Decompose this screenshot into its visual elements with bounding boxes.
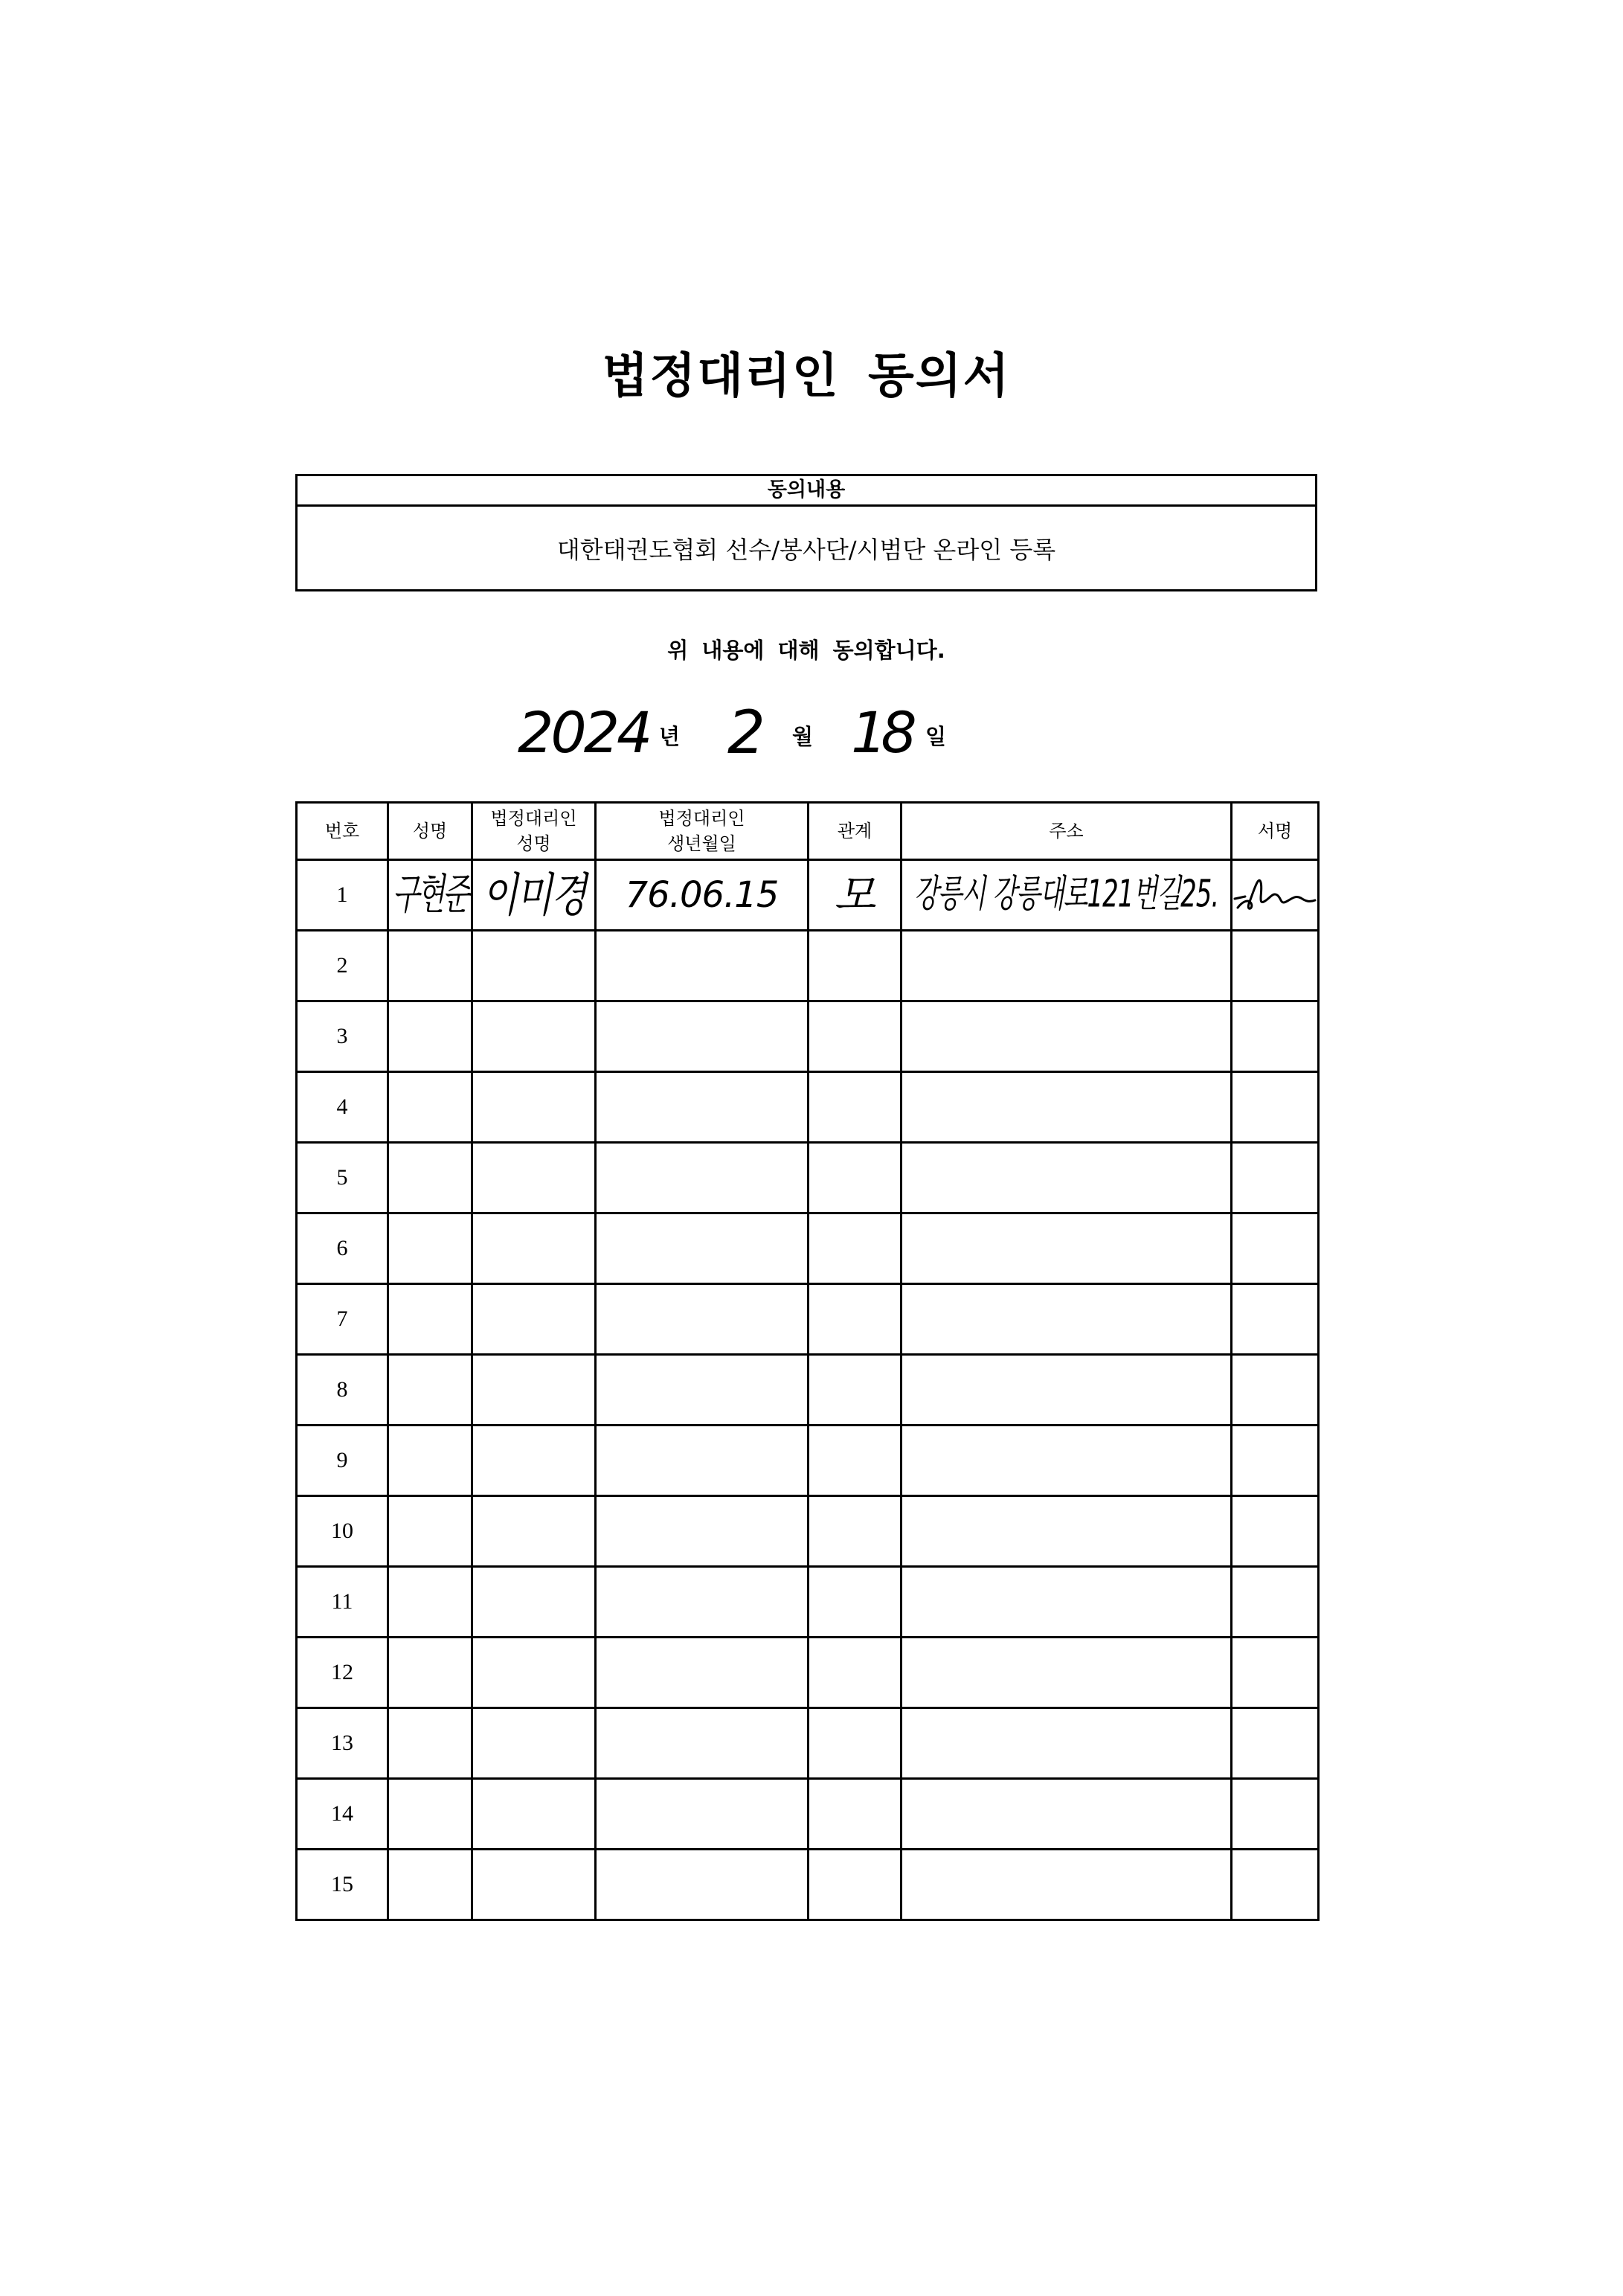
relationship-cell [809,1496,902,1567]
name-cell [388,1143,472,1213]
address-cell [902,1850,1232,1920]
address-cell [902,860,1232,931]
header-signature [1232,803,1319,860]
name-cell [388,1001,472,1072]
row-number: 8 [297,1355,388,1426]
guardian-name-cell [472,1072,596,1143]
relationship-cell [809,1355,902,1426]
signature-cell [1232,1708,1319,1779]
relationship-cell [809,1426,902,1496]
table-header-row [297,803,1319,860]
guardian-name-cell [472,1213,596,1284]
guardian-name-cell [472,931,596,1001]
relationship-cell [809,1779,902,1850]
header-name-label: 성명 [412,821,448,841]
table-row [297,1001,1319,1072]
address-cell [902,1708,1232,1779]
signature-cell [1232,1355,1319,1426]
name-cell [388,1496,472,1567]
header-guardian-name [472,803,596,860]
guardian-birthdate-cell [596,860,809,931]
relationship-cell [809,1638,902,1708]
relationship-cell [809,1284,902,1355]
guardian-name-cell [472,860,596,931]
address-cell [902,1567,1232,1638]
address-cell [902,1284,1232,1355]
header-address-label: 주소 [1049,821,1084,841]
document-title: 법정대리인 동의서 [602,349,1011,404]
row-number: 12 [297,1638,388,1708]
name-cell [388,1779,472,1850]
relationship-cell [809,1213,902,1284]
guardian-birthdate-cell [596,931,809,1001]
row-number: 3 [297,1001,388,1072]
guardian-name-cell [472,1001,596,1072]
signature-cell [1232,1496,1319,1567]
name-cell [388,1072,472,1143]
signature-cell [1232,1213,1319,1284]
guardian-name-cell [472,1355,596,1426]
signature-cell [1232,860,1319,931]
guardian-birthdate-cell [596,1284,809,1355]
name-cell [388,1355,472,1426]
handwritten-relationship: 모 [833,870,876,920]
row-number: 7 [297,1284,388,1355]
signature-cell [1232,1072,1319,1143]
handwritten-month: 2 [727,698,765,767]
signature-cell [1232,1638,1319,1708]
signature-cell [1232,1779,1319,1850]
signature-cell [1232,1284,1319,1355]
row-number: 6 [297,1213,388,1284]
row-number: 1 [297,860,388,931]
signature-cell [1232,1001,1319,1072]
table-row [297,1355,1319,1426]
address-cell [902,1779,1232,1850]
handwritten-day: 18 [851,699,911,766]
table-row [297,1496,1319,1567]
guardian-birthdate-cell [596,1072,809,1143]
table-row [297,1779,1319,1850]
handwritten-guardian-name: 이미경 [482,868,585,923]
relationship-cell [809,1001,902,1072]
table-row [297,1284,1319,1355]
handwritten-year: 2024 [518,699,650,766]
consent-box [295,474,1317,591]
year-unit-label: 년 [659,724,681,749]
address-cell [902,931,1232,1001]
header-guardian-name-line1: 법정대리인 [490,808,577,829]
header-guardian-name-line2: 성명 [516,833,551,854]
name-cell [388,1638,472,1708]
address-cell [902,1496,1232,1567]
handwritten-guardian-birthdate: 76.06.15 [625,874,779,916]
guardian-table [295,801,1320,1921]
relationship-cell [809,1072,902,1143]
address-cell [902,1001,1232,1072]
consent-header: 동의내용 [298,476,1315,507]
guardian-birthdate-cell [596,1143,809,1213]
guardian-birthdate-cell [596,1708,809,1779]
table-row [297,1708,1319,1779]
header-name [388,803,472,860]
signature-scribble-icon [1233,869,1317,921]
guardian-birthdate-cell [596,1567,809,1638]
row-number: 5 [297,1143,388,1213]
signature-cell [1232,1567,1319,1638]
guardian-name-cell [472,1638,596,1708]
guardian-birthdate-cell [596,1001,809,1072]
guardian-name-cell [472,1426,596,1496]
handwritten-name: 구현준 [392,870,468,919]
month-unit-label: 월 [792,724,814,749]
name-cell [388,860,472,931]
guardian-name-cell [472,1143,596,1213]
name-cell [388,1426,472,1496]
row-number: 4 [297,1072,388,1143]
relationship-cell [809,1143,902,1213]
header-guardian-birthdate [596,803,809,860]
address-cell [902,1638,1232,1708]
consent-content: 대한태권도협회 선수/봉사단/시범단 온라인 등록 [556,535,1056,564]
name-cell [388,931,472,1001]
address-cell [902,1143,1232,1213]
guardian-birthdate-cell [596,1213,809,1284]
relationship-cell [809,931,902,1001]
signature-cell [1232,1143,1319,1213]
date-line [0,692,1623,774]
address-cell [902,1426,1232,1496]
agreement-statement: 위 내용에 대해 동의합니다. [667,638,945,663]
guardian-birthdate-cell [596,1355,809,1426]
signature-cell [1232,1426,1319,1496]
row-number: 11 [297,1567,388,1638]
address-cell [902,1213,1232,1284]
header-relationship [809,803,902,860]
table-row [297,931,1319,1001]
table-row [297,1850,1319,1920]
day-unit-label: 일 [925,724,947,749]
row-number: 2 [297,931,388,1001]
table-row [297,1426,1319,1496]
header-guardian-birthdate-line1: 법정대리인 [658,808,745,829]
row-number: 14 [297,1779,388,1850]
relationship-cell [809,1567,902,1638]
header-address [902,803,1232,860]
guardian-name-cell [472,1708,596,1779]
handwritten-address: 강릉시 강릉대로121번길25. [913,872,1219,917]
header-number-label: 번호 [324,821,360,841]
name-cell [388,1567,472,1638]
table-row [297,1072,1319,1143]
guardian-birthdate-cell [596,1779,809,1850]
table-row [297,860,1319,931]
table-row [297,1143,1319,1213]
guardian-birthdate-cell [596,1496,809,1567]
guardian-birthdate-cell [596,1638,809,1708]
table-row [297,1213,1319,1284]
address-cell [902,1072,1232,1143]
header-signature-label: 서명 [1257,821,1293,841]
relationship-cell [809,1850,902,1920]
name-cell [388,1850,472,1920]
signature-cell [1232,931,1319,1001]
row-number: 10 [297,1496,388,1567]
row-number: 9 [297,1426,388,1496]
header-number [297,803,388,860]
table-row [297,1567,1319,1638]
guardian-birthdate-cell [596,1850,809,1920]
guardian-name-cell [472,1850,596,1920]
header-guardian-birthdate-line2: 생년월일 [667,833,736,854]
guardian-name-cell [472,1496,596,1567]
header-relationship-label: 관계 [837,821,872,841]
name-cell [388,1284,472,1355]
guardian-name-cell [472,1284,596,1355]
guardian-name-cell [472,1779,596,1850]
row-number: 13 [297,1708,388,1779]
signature-cell [1232,1850,1319,1920]
guardian-name-cell [472,1567,596,1638]
row-number: 15 [297,1850,388,1920]
address-cell [902,1355,1232,1426]
relationship-cell [809,1708,902,1779]
name-cell [388,1708,472,1779]
name-cell [388,1213,472,1284]
relationship-cell [809,860,902,931]
table-row [297,1638,1319,1708]
guardian-birthdate-cell [596,1426,809,1496]
